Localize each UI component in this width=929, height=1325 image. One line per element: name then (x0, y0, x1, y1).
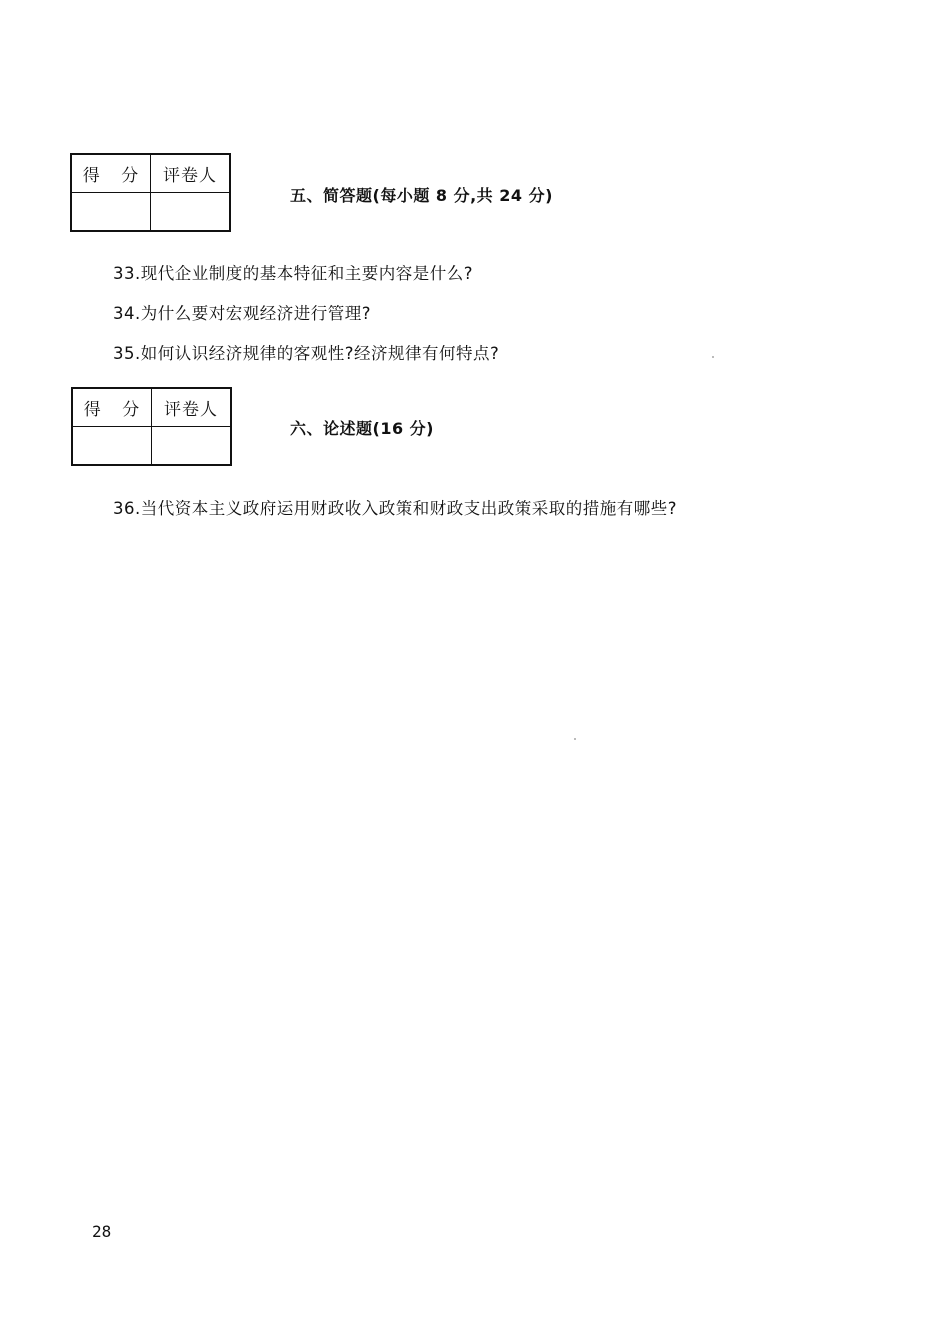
question-34: 34.为什么要对宏观经济进行管理? (113, 304, 371, 323)
page-number: 28 (92, 1222, 112, 1241)
score-cell[interactable] (71, 193, 151, 232)
section5-score-table (70, 153, 231, 232)
question-33: 33.现代企业制度的基本特征和主要内容是什么? (113, 264, 473, 283)
score-cell[interactable] (72, 427, 152, 466)
section6-title: 六、论述题(16 分) (290, 419, 434, 438)
score-header: 得 分 (72, 388, 152, 427)
section5-title: 五、简答题(每小题 8 分,共 24 分) (290, 186, 553, 205)
scan-speck (574, 738, 576, 740)
question-36: 36.当代资本主义政府运用财政收入政策和财政支出政策采取的措施有哪些? (113, 499, 677, 518)
grader-cell[interactable] (152, 427, 232, 466)
grader-cell[interactable] (151, 193, 231, 232)
section6-score-table (71, 387, 232, 466)
question-35: 35.如何认识经济规律的客观性?经济规律有何特点? (113, 344, 500, 363)
grader-header: 评卷人 (151, 154, 231, 193)
grader-header: 评卷人 (152, 388, 232, 427)
score-header: 得 分 (71, 154, 151, 193)
scan-speck (712, 356, 714, 358)
